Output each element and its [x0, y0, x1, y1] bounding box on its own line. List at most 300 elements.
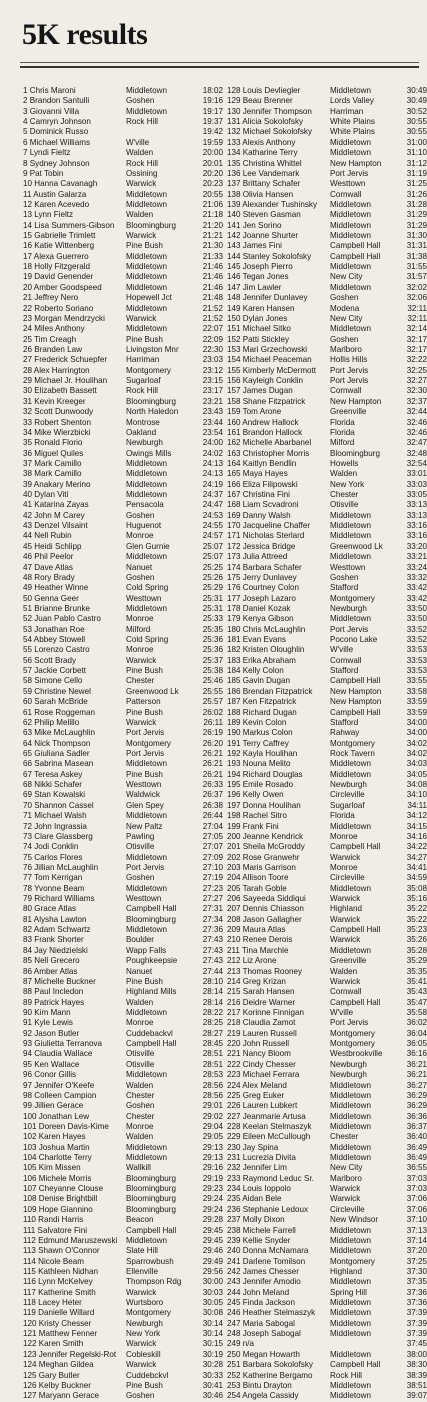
- runner-name: 113 Shawn O'Connor: [23, 1246, 100, 1256]
- result-row: [23, 822, 223, 832]
- result-row: [23, 801, 223, 811]
- runner-name: 151 Michael Sitko: [227, 324, 291, 334]
- runner-town: Highland Mills: [126, 987, 177, 997]
- result-row: [23, 1267, 223, 1277]
- result-row: [227, 728, 427, 738]
- runner-name: 28 Alex Harrington: [23, 365, 90, 375]
- runner-name: 59 Christine Newel: [23, 686, 91, 696]
- finish-time: 30:14: [202, 1329, 223, 1339]
- finish-time: 29:13: [202, 1153, 223, 1163]
- finish-time: 34:16: [406, 831, 427, 841]
- finish-time: 37:39: [406, 1308, 427, 1318]
- runner-town: Campbell Hall: [330, 676, 381, 686]
- runner-town: Sugarloaf: [330, 800, 365, 810]
- result-row: [23, 107, 223, 117]
- runner-name: 150 Dylan Jones: [227, 313, 288, 323]
- finish-time: 27:10: [202, 862, 223, 872]
- runner-town: Goshen: [126, 96, 155, 106]
- finish-time: 33:59: [406, 707, 427, 717]
- runner-town: W'ville: [330, 1007, 354, 1017]
- runner-town: Highland: [330, 1266, 362, 1276]
- finish-time: 23:54: [202, 427, 223, 437]
- runner-name: 208 Jason Gallagher: [227, 914, 302, 924]
- result-row: [23, 1308, 223, 1318]
- result-row: [23, 1184, 223, 1194]
- finish-time: 33:53: [406, 655, 427, 665]
- result-row: [23, 262, 223, 272]
- result-row: [23, 1039, 223, 1049]
- finish-time: 24:13: [202, 458, 223, 468]
- runner-name: 100 Jonathan Lew: [23, 1111, 90, 1121]
- result-row: [227, 324, 427, 334]
- runner-name: 210 Renee Derois: [227, 935, 293, 945]
- runner-town: Campbell Hall: [330, 1360, 381, 1370]
- runner-name: 12 Karen Acevedo: [23, 199, 90, 209]
- finish-time: 25:33: [202, 614, 223, 624]
- title-rule-heavy: [20, 66, 419, 68]
- runner-name: 232 Jennifer Lim: [227, 1163, 287, 1173]
- result-row: [227, 438, 427, 448]
- runner-name: 136 Lee Vandemark: [227, 168, 300, 178]
- runner-town: Newburgh: [126, 438, 163, 448]
- runner-name: 214 Greg Krizan: [227, 976, 286, 986]
- finish-time: 27:19: [202, 873, 223, 883]
- runner-town: Hollis Hills: [330, 355, 368, 365]
- result-row: [227, 1008, 427, 1018]
- runner-town: Middletown: [330, 1391, 371, 1401]
- runner-town: Sparrowbush: [126, 1256, 174, 1266]
- runner-name: 203 Maris Garrison: [227, 862, 296, 872]
- runner-name: 36 Miguel Quiles: [23, 448, 84, 458]
- finish-time: 29:45: [202, 1225, 223, 1235]
- result-row: [23, 946, 223, 956]
- runner-town: Middletown: [126, 458, 167, 468]
- result-row: [23, 283, 223, 293]
- result-row: [227, 127, 427, 137]
- finish-time: 25:57: [202, 697, 223, 707]
- finish-time: 27:44: [202, 966, 223, 976]
- runner-name: 191 Terry Caffrey: [227, 738, 289, 748]
- runner-town: Middletown: [126, 603, 167, 613]
- runner-town: Middletown: [330, 86, 371, 95]
- runner-name: 165 Maya Hayes: [227, 469, 288, 479]
- finish-time: 22:07: [202, 324, 223, 334]
- runner-name: 38 Mark Camillo: [23, 469, 82, 479]
- runner-town: Warwick: [126, 313, 157, 323]
- runner-town: Middletown: [126, 303, 167, 313]
- finish-time: 33:42: [406, 583, 427, 593]
- result-row: [227, 873, 427, 883]
- runner-name: 181 Evan Evans: [227, 635, 286, 645]
- runner-name: 186 Brendan Fitzpatrick: [227, 686, 313, 696]
- result-row: [227, 511, 427, 521]
- result-row: [227, 1329, 427, 1339]
- runner-name: 82 Adam Schwartz: [23, 925, 91, 935]
- runner-name: 85 Nell Grecero: [23, 956, 80, 966]
- runner-town: Rock Hill: [330, 1370, 362, 1380]
- result-row: [23, 138, 223, 148]
- result-row: [23, 459, 223, 469]
- finish-time: 32:46: [406, 427, 427, 437]
- runner-town: White Plains: [330, 117, 375, 127]
- runner-name: 228 Keelan Stelmaszyk: [227, 1121, 312, 1131]
- finish-time: 24:19: [202, 479, 223, 489]
- runner-name: 251 Barbara Sokolofsky: [227, 1360, 313, 1370]
- runner-name: 118 Lacey Heter: [23, 1298, 82, 1308]
- runner-town: Wallkill: [126, 1163, 151, 1173]
- finish-time: 35:22: [406, 914, 427, 924]
- finish-time: 32:30: [406, 386, 427, 396]
- runner-town: Middletown: [330, 883, 371, 893]
- runner-name: 35 Ronald Florio: [23, 438, 83, 448]
- runner-town: Montgomery: [330, 593, 375, 603]
- finish-time: 20:20: [202, 168, 223, 178]
- finish-time: 24:53: [202, 510, 223, 520]
- runner-name: 148 Jennifer Dunlavey: [227, 293, 308, 303]
- finish-time: 33:20: [406, 541, 427, 551]
- runner-name: 221 Nancy Bloom: [227, 1049, 291, 1059]
- runner-town: Otisville: [126, 842, 155, 852]
- finish-time: 25:07: [202, 541, 223, 551]
- result-row: [23, 480, 223, 490]
- result-row: [227, 718, 427, 728]
- runner-town: Middletown: [126, 1235, 167, 1245]
- result-row: [23, 386, 223, 396]
- finish-time: 34:12: [406, 811, 427, 821]
- result-row: [23, 469, 223, 479]
- finish-time: 23:17: [202, 386, 223, 396]
- finish-time: 29:02: [202, 1111, 223, 1121]
- result-row: [227, 428, 427, 438]
- result-row: [227, 946, 427, 956]
- runner-town: Spring Hill: [330, 1287, 367, 1297]
- runner-name: 77 Tom Kerrigan: [23, 873, 83, 883]
- result-row: [23, 832, 223, 842]
- runner-town: Montgomery: [126, 365, 171, 375]
- result-row: [23, 407, 223, 417]
- runner-name: 84 Jay Niedzielski: [23, 945, 88, 955]
- runner-town: Middletown: [126, 1153, 167, 1163]
- runner-name: 30 Elizabeth Bassett: [23, 386, 97, 396]
- result-row: [227, 915, 427, 925]
- result-row: [227, 1277, 427, 1287]
- runner-name: 27 Frederick Schuepfer: [23, 355, 108, 365]
- finish-time: 29:24: [202, 1204, 223, 1214]
- result-row: [23, 987, 223, 997]
- runner-town: Middletown: [126, 759, 167, 769]
- result-row: [227, 169, 427, 179]
- runner-town: Middletown: [126, 189, 167, 199]
- runner-name: 64 Nick Thompson: [23, 738, 91, 748]
- runner-town: Campbell Hall: [126, 1225, 177, 1235]
- runner-town: Bloomingburg: [126, 914, 176, 924]
- runner-name: 198 Rachel Sitro: [227, 811, 287, 821]
- finish-time: 34:41: [406, 862, 427, 872]
- runner-town: Chester: [330, 1132, 359, 1142]
- runner-name: 40 Dylan Viti: [23, 490, 69, 500]
- result-row: [227, 1267, 427, 1277]
- runner-town: Warwick: [126, 717, 157, 727]
- runner-name: 185 Gavin Dugan: [227, 676, 290, 686]
- runner-name: 8 Sydney Johnson: [23, 158, 90, 168]
- result-row: [23, 915, 223, 925]
- result-row: [227, 490, 427, 500]
- runner-town: Goshen: [330, 334, 359, 344]
- result-row: [23, 1226, 223, 1236]
- runner-town: Wurtsboro: [126, 1298, 164, 1308]
- runner-town: Montgomery: [126, 1308, 171, 1318]
- result-row: [227, 1371, 427, 1381]
- result-row: [227, 1381, 427, 1391]
- runner-name: 144 Stanley Sokolofsky: [227, 251, 312, 261]
- result-row: [227, 1070, 427, 1080]
- runner-name: 116 Lynn McKelvey: [23, 1277, 93, 1287]
- runner-town: Bloomingburg: [126, 1173, 176, 1183]
- runner-town: Montrose: [126, 417, 160, 427]
- runner-name: 32 Scott Dunwoody: [23, 407, 94, 417]
- runner-town: New Paltz: [126, 821, 163, 831]
- finish-time: 38:00: [406, 1349, 427, 1359]
- result-row: [23, 231, 223, 241]
- finish-time: 30:41: [202, 1380, 223, 1390]
- finish-time: 30:00: [202, 1277, 223, 1287]
- result-row: [23, 1257, 223, 1267]
- result-row: [23, 884, 223, 894]
- finish-time: 36:05: [406, 1039, 427, 1049]
- result-row: [227, 397, 427, 407]
- finish-time: 33:16: [406, 531, 427, 541]
- runner-town: Huguenot: [126, 521, 162, 531]
- runner-name: 200 Jeanne Kendrick: [227, 831, 304, 841]
- runner-town: Middletown: [126, 552, 167, 562]
- result-row: [23, 1391, 223, 1401]
- finish-time: 34:05: [406, 769, 427, 779]
- runner-town: Pine Bush: [126, 707, 163, 717]
- runner-name: 19 David Genender: [23, 272, 94, 282]
- finish-time: 35:22: [406, 904, 427, 914]
- finish-time: 19:37: [202, 117, 223, 127]
- runner-town: Otisville: [330, 500, 359, 510]
- result-row: [227, 1163, 427, 1173]
- runner-town: North Haledon: [126, 407, 179, 417]
- finish-time: 34:02: [406, 749, 427, 758]
- runner-town: Middletown: [126, 324, 167, 334]
- runner-name: 167 Christina Fini: [227, 490, 290, 500]
- runner-town: Middletown: [330, 1308, 371, 1318]
- result-row: [227, 894, 427, 904]
- runner-town: Montgomery: [330, 1028, 375, 1038]
- runner-name: 110 Randi Harris: [23, 1215, 84, 1225]
- runner-town: Thompson Rdg: [126, 1277, 182, 1287]
- runner-town: Middletown: [126, 1070, 167, 1080]
- runner-name: 141 Jen Sorino: [227, 220, 282, 230]
- finish-time: 32:02: [406, 282, 427, 292]
- runner-town: Goshen: [126, 572, 155, 582]
- result-row: [227, 956, 427, 966]
- runner-name: 176 Courtney Colon: [227, 583, 299, 593]
- runner-name: 115 Kathleen Nidhan: [23, 1266, 99, 1276]
- runner-town: New City: [330, 313, 363, 323]
- runner-town: Middletown: [330, 1329, 371, 1339]
- runner-name: 119 Danielle Willard: [23, 1308, 95, 1318]
- result-row: [227, 407, 427, 417]
- runner-town: Cuddebckvl: [126, 1370, 169, 1380]
- result-row: [227, 469, 427, 479]
- result-row: [227, 376, 427, 386]
- runner-name: 155 Kimberly McDermott: [227, 365, 317, 375]
- runner-name: 80 Grace Atlas: [23, 904, 77, 914]
- result-row: [227, 386, 427, 396]
- runner-town: Middletown: [330, 137, 371, 147]
- runner-name: 62 Philip Melillo: [23, 717, 80, 727]
- finish-time: 26:37: [202, 790, 223, 800]
- runner-name: 6 Michael Williams: [23, 137, 91, 147]
- finish-time: 20:55: [202, 189, 223, 199]
- runner-town: Warwick: [126, 1339, 157, 1349]
- finish-time: 35:16: [406, 894, 427, 904]
- result-row: [23, 718, 223, 728]
- runner-name: 37 Mark Camillo: [23, 458, 82, 468]
- runner-town: Monroe: [126, 531, 154, 541]
- finish-time: 19:42: [202, 127, 223, 137]
- runner-name: 98 Colleen Campion: [23, 1090, 97, 1100]
- runner-town: Cornwall: [330, 189, 362, 199]
- result-row: [227, 842, 427, 852]
- finish-time: 30:49: [406, 96, 427, 106]
- runner-name: 112 Edmund Maruszewski: [23, 1235, 118, 1245]
- runner-town: Bloomingburg: [126, 1204, 176, 1214]
- finish-time: 31:12: [406, 158, 427, 168]
- runner-name: 229 Eileen McCullough: [227, 1132, 311, 1142]
- finish-time: 31:29: [406, 220, 427, 230]
- runner-town: Patterson: [126, 697, 161, 707]
- finish-time: 25:26: [202, 572, 223, 582]
- runner-name: 226 Lauren Lubkert: [227, 1101, 298, 1111]
- finish-time: 21:52: [202, 313, 223, 323]
- result-row: [23, 1174, 223, 1184]
- runner-town: Cobleskill: [126, 1349, 161, 1359]
- runner-name: 188 Richard Dugan: [227, 707, 297, 717]
- finish-time: 38:51: [406, 1380, 427, 1390]
- finish-time: 29:19: [202, 1173, 223, 1183]
- finish-time: 28:53: [202, 1070, 223, 1080]
- runner-town: Modena: [330, 303, 360, 313]
- runner-town: Middletown: [126, 251, 167, 261]
- runner-name: 159 Tom Arone: [227, 407, 282, 417]
- runner-town: Cold Spring: [126, 635, 169, 645]
- runner-name: 187 Ken Fitzpatrick: [227, 697, 297, 707]
- runner-town: Port Jervis: [330, 376, 369, 386]
- runner-name: 174 Barbara Schafer: [227, 562, 302, 572]
- runner-name: 47 Dave Atlas: [23, 562, 73, 572]
- finish-time: 37:20: [406, 1246, 427, 1256]
- runner-name: 65 Giuliana Sadler: [23, 749, 90, 758]
- result-row: [23, 345, 223, 355]
- runner-name: 204 Allison Toore: [227, 873, 289, 883]
- finish-time: 28:14: [202, 987, 223, 997]
- finish-time: 33:13: [406, 510, 427, 520]
- result-row: [23, 1339, 223, 1349]
- runner-town: Campbell Hall: [330, 997, 381, 1007]
- runner-town: Middletown: [126, 262, 167, 272]
- runner-town: Warwick: [330, 894, 361, 904]
- runner-name: 245 Finda Jackson: [227, 1298, 295, 1308]
- runner-town: W'ville: [126, 137, 150, 147]
- finish-time: 32:11: [407, 303, 427, 313]
- runner-town: Harriman: [126, 355, 160, 365]
- result-row: [23, 293, 223, 303]
- result-row: [23, 190, 223, 200]
- runner-name: 96 Conor Gillis: [23, 1070, 77, 1080]
- runner-town: Middletown: [126, 469, 167, 479]
- result-row: [23, 894, 223, 904]
- runner-town: Westtown: [330, 179, 366, 189]
- runner-name: 83 Frank Shorter: [23, 935, 84, 945]
- result-row: [227, 1236, 427, 1246]
- runner-name: 18 Holly Fitzgerald: [23, 262, 91, 272]
- runner-name: 45 Heidi Schlipp: [23, 541, 82, 551]
- runner-name: 227 Jeanmarie Artusa: [227, 1111, 306, 1121]
- finish-time: 22:09: [202, 334, 223, 344]
- finish-time: 32:14: [406, 324, 427, 334]
- runner-town: Walden: [126, 210, 154, 220]
- result-row: [23, 1091, 223, 1101]
- runner-name: 7 Lyndi Fieltz: [23, 148, 71, 158]
- runner-name: 43 Denzel Vilsaint: [23, 521, 88, 531]
- runner-name: 132 Michael Sokolofsky: [227, 127, 313, 137]
- runner-name: 213 Thomas Rooney: [227, 966, 302, 976]
- finish-time: 34:59: [406, 873, 427, 883]
- finish-time: 35:35: [406, 966, 427, 976]
- runner-name: 177 Joseph Lazaro: [227, 593, 296, 603]
- result-row: [23, 842, 223, 852]
- finish-time: 33:32: [406, 572, 427, 582]
- result-row: [227, 480, 427, 490]
- result-row: [23, 1070, 223, 1080]
- result-row: [23, 998, 223, 1008]
- runner-name: 238 Michele Farrell: [227, 1225, 296, 1235]
- finish-time: 35:47: [406, 997, 427, 1007]
- runner-name: 55 Lorenzo Castro: [23, 645, 90, 655]
- result-row: [227, 345, 427, 355]
- runner-name: 11 Austin Galarza: [23, 189, 87, 199]
- runner-name: 220 John Russell: [227, 1039, 290, 1049]
- result-row: [227, 252, 427, 262]
- runner-town: Warwick: [330, 935, 361, 945]
- runner-town: Middletown: [330, 1380, 371, 1390]
- result-row: [227, 1081, 427, 1091]
- result-row: [23, 977, 223, 987]
- finish-time: 36:29: [406, 1101, 427, 1111]
- finish-time: 33:24: [406, 562, 427, 572]
- finish-time: 25:07: [202, 552, 223, 562]
- result-row: [23, 614, 223, 624]
- runner-town: Rahway: [330, 728, 360, 738]
- result-row: [227, 697, 427, 707]
- finish-time: 34:11: [407, 800, 427, 810]
- runner-town: Ellenville: [126, 1266, 158, 1276]
- runner-town: Pine Bush: [126, 976, 163, 986]
- finish-time: 37:39: [406, 1329, 427, 1339]
- finish-time: 31:10: [406, 148, 427, 158]
- runner-town: Walden: [126, 1080, 154, 1090]
- runner-town: Lords Valley: [330, 96, 374, 106]
- runner-town: Middletown: [330, 1318, 371, 1328]
- runner-name: 145 Joseph Pierro: [227, 262, 293, 272]
- runner-name: 184 Kelly Colon: [227, 666, 284, 676]
- runner-name: 54 Abbey Stowell: [23, 635, 86, 645]
- finish-time: 28:51: [202, 1059, 223, 1069]
